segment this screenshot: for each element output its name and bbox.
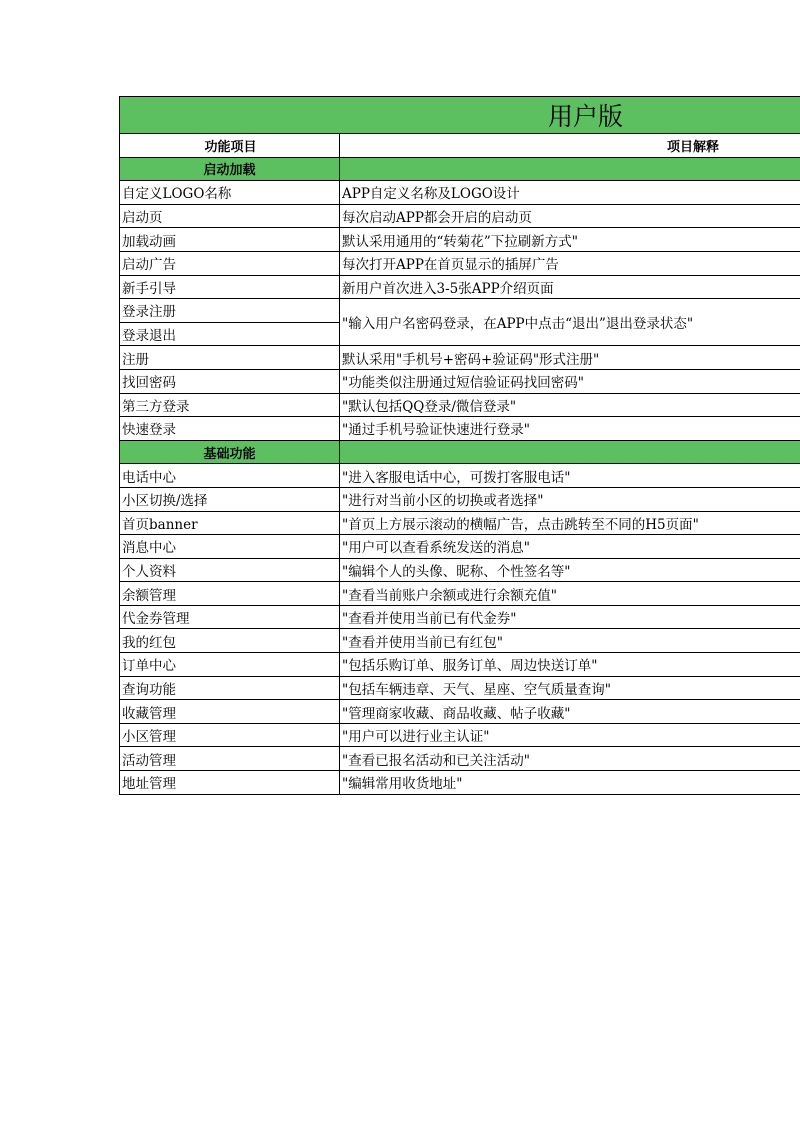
description-cell: "功能类似注册通过短信验证码找回密码" bbox=[340, 369, 800, 393]
feature-cell: 代金券管理 bbox=[120, 605, 340, 629]
table-row bbox=[120, 653, 800, 677]
description-cell: "查看并使用当前已有红包" bbox=[340, 629, 800, 653]
table-row bbox=[120, 558, 800, 582]
description-cell-merged: "输入用户名密码登录，在APP中点击“退出”退出登录状态" bbox=[340, 299, 800, 346]
description-cell: 新用户首次进入3-5张APP介绍页面 bbox=[340, 275, 800, 299]
feature-cell: 注册 bbox=[120, 346, 340, 370]
description-cell: "包括乐购订单、服务订单、周边快送订单" bbox=[340, 653, 800, 677]
description-cell: "进入客服电话中心，可拨打客服电话" bbox=[340, 464, 800, 488]
feature-cell: 活动管理 bbox=[120, 747, 340, 771]
description-cell: "用户可以进行业主认证" bbox=[340, 723, 800, 747]
table-row bbox=[120, 676, 800, 700]
table-row bbox=[120, 700, 800, 724]
section-empty-cell bbox=[340, 157, 800, 181]
feature-cell: 登录退出 bbox=[120, 322, 340, 346]
table-row bbox=[120, 535, 800, 559]
description-cell: 每次启动APP都会开启的启动页 bbox=[340, 204, 800, 228]
feature-cell: 启动广告 bbox=[120, 251, 340, 275]
table-row bbox=[120, 204, 800, 228]
description-cell: "首页上方展示滚动的横幅广告，点击跳转至不同的H5页面" bbox=[340, 511, 800, 535]
description-cell: "包括车辆违章、天气、星座、空气质量查询" bbox=[340, 676, 800, 700]
feature-cell: 自定义LOGO名称 bbox=[120, 181, 340, 205]
table-row bbox=[120, 417, 800, 441]
feature-cell: 查询功能 bbox=[120, 676, 340, 700]
section-row bbox=[120, 440, 800, 464]
table-row bbox=[120, 629, 800, 653]
feature-cell: 订单中心 bbox=[120, 653, 340, 677]
feature-cell: 个人资料 bbox=[120, 558, 340, 582]
table-row bbox=[120, 275, 800, 299]
description-cell: "用户可以查看系统发送的消息" bbox=[340, 535, 800, 559]
section-title: 基础功能 bbox=[120, 440, 340, 464]
page-title: 用户版 bbox=[120, 97, 800, 134]
feature-cell: 加载动画 bbox=[120, 228, 340, 252]
feature-cell: 我的红包 bbox=[120, 629, 340, 653]
description-cell: "编辑常用收货地址" bbox=[340, 771, 800, 795]
table-row bbox=[120, 723, 800, 747]
description-cell: "通过手机号验证快速进行登录" bbox=[340, 417, 800, 441]
description-cell: "管理商家收藏、商品收藏、帖子收藏" bbox=[340, 700, 800, 724]
feature-table bbox=[119, 96, 800, 795]
description-cell: "查看已报名活动和已关注活动" bbox=[340, 747, 800, 771]
section-row bbox=[120, 157, 800, 181]
feature-cell: 小区切换/选择 bbox=[120, 487, 340, 511]
table-row bbox=[120, 299, 800, 323]
feature-cell: 第三方登录 bbox=[120, 393, 340, 417]
feature-cell: 地址管理 bbox=[120, 771, 340, 795]
description-cell: 默认采用"手机号+密码+验证码"形式注册" bbox=[340, 346, 800, 370]
feature-cell: 电话中心 bbox=[120, 464, 340, 488]
feature-cell: 消息中心 bbox=[120, 535, 340, 559]
feature-cell: 启动页 bbox=[120, 204, 340, 228]
feature-cell: 小区管理 bbox=[120, 723, 340, 747]
table-row bbox=[120, 228, 800, 252]
section-title: 启动加载 bbox=[120, 157, 340, 181]
description-cell: "查看当前账户余额或进行余额充值" bbox=[340, 582, 800, 606]
table-row bbox=[120, 181, 800, 205]
feature-cell: 新手引导 bbox=[120, 275, 340, 299]
description-cell: "查看并使用当前已有代金券" bbox=[340, 605, 800, 629]
table-row bbox=[120, 605, 800, 629]
header-row bbox=[120, 134, 800, 158]
description-cell: "默认包括QQ登录/微信登录" bbox=[340, 393, 800, 417]
table-row bbox=[120, 582, 800, 606]
table-row bbox=[120, 369, 800, 393]
feature-cell: 余额管理 bbox=[120, 582, 340, 606]
table-row bbox=[120, 747, 800, 771]
table-row bbox=[120, 346, 800, 370]
feature-cell: 找回密码 bbox=[120, 369, 340, 393]
title-row bbox=[120, 97, 800, 134]
feature-cell: 登录注册 bbox=[120, 299, 340, 323]
section-empty-cell bbox=[340, 440, 800, 464]
description-cell: 每次打开APP在首页显示的插屏广告 bbox=[340, 251, 800, 275]
header-description: 项目解释 bbox=[340, 134, 800, 158]
description-cell: 默认采用通用的“转菊花”下拉刷新方式" bbox=[340, 228, 800, 252]
feature-cell: 快速登录 bbox=[120, 417, 340, 441]
feature-cell: 收藏管理 bbox=[120, 700, 340, 724]
description-cell: "进行对当前小区的切换或者选择" bbox=[340, 487, 800, 511]
table-row bbox=[120, 464, 800, 488]
header-feature: 功能项目 bbox=[120, 134, 340, 158]
table-row bbox=[120, 251, 800, 275]
table-row bbox=[120, 393, 800, 417]
description-cell: APP自定义名称及LOGO设计 bbox=[340, 181, 800, 205]
table-row bbox=[120, 487, 800, 511]
table-row bbox=[120, 771, 800, 795]
description-cell: "编辑个人的头像、昵称、个性签名等" bbox=[340, 558, 800, 582]
feature-cell: 首页banner bbox=[120, 511, 340, 535]
table-row bbox=[120, 511, 800, 535]
